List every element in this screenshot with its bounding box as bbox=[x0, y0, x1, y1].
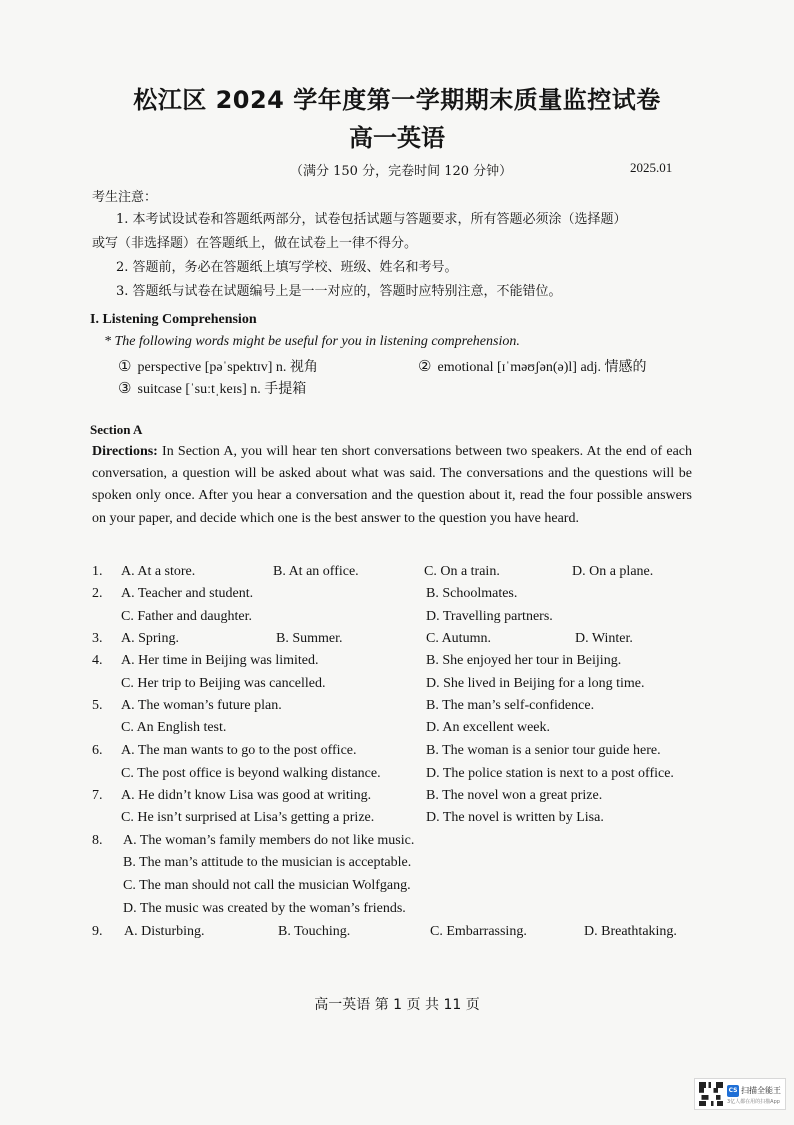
question-number: 7. bbox=[92, 788, 103, 803]
option-c: C. Her trip to Beijing was cancelled. bbox=[121, 676, 326, 691]
option-c: C. He isn’t surprised at Lisa’s getting a prize. bbox=[121, 810, 375, 825]
option-d: D. The police station is next to a post office. bbox=[426, 766, 674, 781]
scanner-logo-icon: CS bbox=[727, 1085, 739, 1097]
exam-title: 松江区 2024 学年度第一学期期末质量监控试卷 bbox=[133, 86, 661, 114]
option-a: A. Her time in Beijing was limited. bbox=[121, 653, 319, 668]
option-c: C. An English test. bbox=[121, 720, 227, 735]
option-a: A. The woman’s family members do not like music. bbox=[123, 833, 415, 848]
option-d: D. She lived in Beijing for a long time. bbox=[426, 676, 645, 691]
question-number: 2. bbox=[92, 586, 103, 601]
option-c: C. Father and daughter. bbox=[121, 609, 253, 624]
question-number: 4. bbox=[92, 653, 103, 668]
option-d: D. On a plane. bbox=[572, 564, 654, 579]
option-a: A. Teacher and student. bbox=[121, 586, 254, 601]
vocab-note: * The following words might be useful for you in listening comprehension. bbox=[104, 334, 520, 349]
vocab-item-1 bbox=[118, 356, 318, 376]
question-number: 8. bbox=[92, 833, 103, 848]
vocab-item-3 bbox=[118, 378, 306, 398]
question-number: 5. bbox=[92, 698, 103, 713]
notice-line-1b: 或写（非选择题）在答题纸上，做在试卷上一律不得分。 bbox=[92, 236, 418, 251]
exam-subject: 高一英语 bbox=[349, 124, 445, 152]
question-number: 1. bbox=[92, 564, 103, 579]
option-d: D. Winter. bbox=[575, 631, 633, 646]
vocab-text: suitcase [ˈsuːtˌkeɪs] n. 手提箱 bbox=[137, 382, 307, 397]
vocab-num: ③ bbox=[118, 381, 132, 397]
question-number: 9. bbox=[92, 924, 103, 939]
scanner-watermark bbox=[694, 1078, 786, 1110]
question-number: 6. bbox=[92, 743, 103, 758]
option-c: C. On a train. bbox=[424, 564, 500, 579]
option-b: B. Summer. bbox=[276, 631, 343, 646]
scanner-name: 扫描全能王 bbox=[741, 1086, 781, 1095]
option-d: D. Travelling partners. bbox=[426, 609, 553, 624]
option-b: B. The woman is a senior tour guide here. bbox=[426, 743, 661, 758]
vocab-item-2 bbox=[418, 356, 647, 376]
option-c: C. The post office is beyond walking distance. bbox=[121, 766, 381, 781]
option-b: B. She enjoyed her tour in Beijing. bbox=[426, 653, 622, 668]
directions-text: In Section A, you will hear ten short conversations between two speakers. At the end of each conversation, a question will be asked about what was said. The conversations and the questions will be spoken only once. After you hear a conversation and the question about it, read the four possible answers on your paper, and decide which one is the best answer to the question you have heard. bbox=[92, 444, 692, 526]
option-a: A. The man wants to go to the post office. bbox=[121, 743, 357, 758]
vocab-text: perspective [pəˈspektɪv] n. 视角 bbox=[137, 360, 318, 375]
option-a: A. He didn’t know Lisa was good at writing. bbox=[121, 788, 372, 803]
notice-line-3: 3. 答题纸与试卷在试题编号上是一一对应的，答题时应特别注意，不能错位。 bbox=[116, 284, 562, 299]
qr-code-icon bbox=[699, 1082, 723, 1106]
option-a: A. At a store. bbox=[121, 564, 196, 579]
scanner-tagline: 3亿人都在用的扫描App bbox=[727, 1099, 780, 1105]
option-b: B. The man’s self-confidence. bbox=[426, 698, 595, 713]
option-c: C. Autumn. bbox=[426, 631, 491, 646]
option-b: B. Schoolmates. bbox=[426, 586, 518, 601]
option-d: D. The novel is written by Lisa. bbox=[426, 810, 604, 825]
option-c: C. Embarrassing. bbox=[430, 924, 527, 939]
option-a: A. The woman’s future plan. bbox=[121, 698, 282, 713]
directions-label: Directions: bbox=[92, 444, 158, 459]
question-number: 3. bbox=[92, 631, 103, 646]
option-b: B. The novel won a great prize. bbox=[426, 788, 603, 803]
option-a: A. Spring. bbox=[121, 631, 179, 646]
section-a-title: Section A bbox=[90, 422, 143, 437]
option-b: B. The man’s attitude to the musician is acceptable. bbox=[123, 855, 412, 870]
option-b: B. Touching. bbox=[278, 924, 351, 939]
vocab-num: ① bbox=[118, 359, 132, 375]
option-d: D. An excellent week. bbox=[426, 720, 551, 735]
notice-line-1: 1. 本考试设试卷和答题纸两部分，试卷包括试题与答题要求，所有答题必须涂（选择题） bbox=[116, 212, 627, 227]
page-footer: 高一英语 第 1 页 共 11 页 bbox=[314, 997, 480, 1013]
vocab-text: emotional [ɪˈməʊʃən(ə)l] adj. 情感的 bbox=[437, 360, 647, 375]
section-a-directions bbox=[92, 441, 692, 530]
option-b: B. At an office. bbox=[273, 564, 359, 579]
exam-meta: （满分 150 分，完卷时间 120 分钟） bbox=[290, 164, 513, 179]
exam-date: 2025.01 bbox=[630, 160, 673, 175]
notice-heading: 考生注意： bbox=[92, 190, 158, 205]
option-c: C. The man should not call the musician Wolfgang. bbox=[123, 878, 411, 893]
notice-line-2: 2. 答题前，务必在答题纸上填写学校、班级、姓名和考号。 bbox=[116, 260, 458, 275]
part-title: I. Listening Comprehension bbox=[90, 312, 257, 327]
option-a: A. Disturbing. bbox=[124, 924, 205, 939]
vocab-num: ② bbox=[418, 359, 432, 375]
option-d: D. The music was created by the woman’s friends. bbox=[123, 901, 406, 916]
option-d: D. Breathtaking. bbox=[584, 924, 677, 939]
